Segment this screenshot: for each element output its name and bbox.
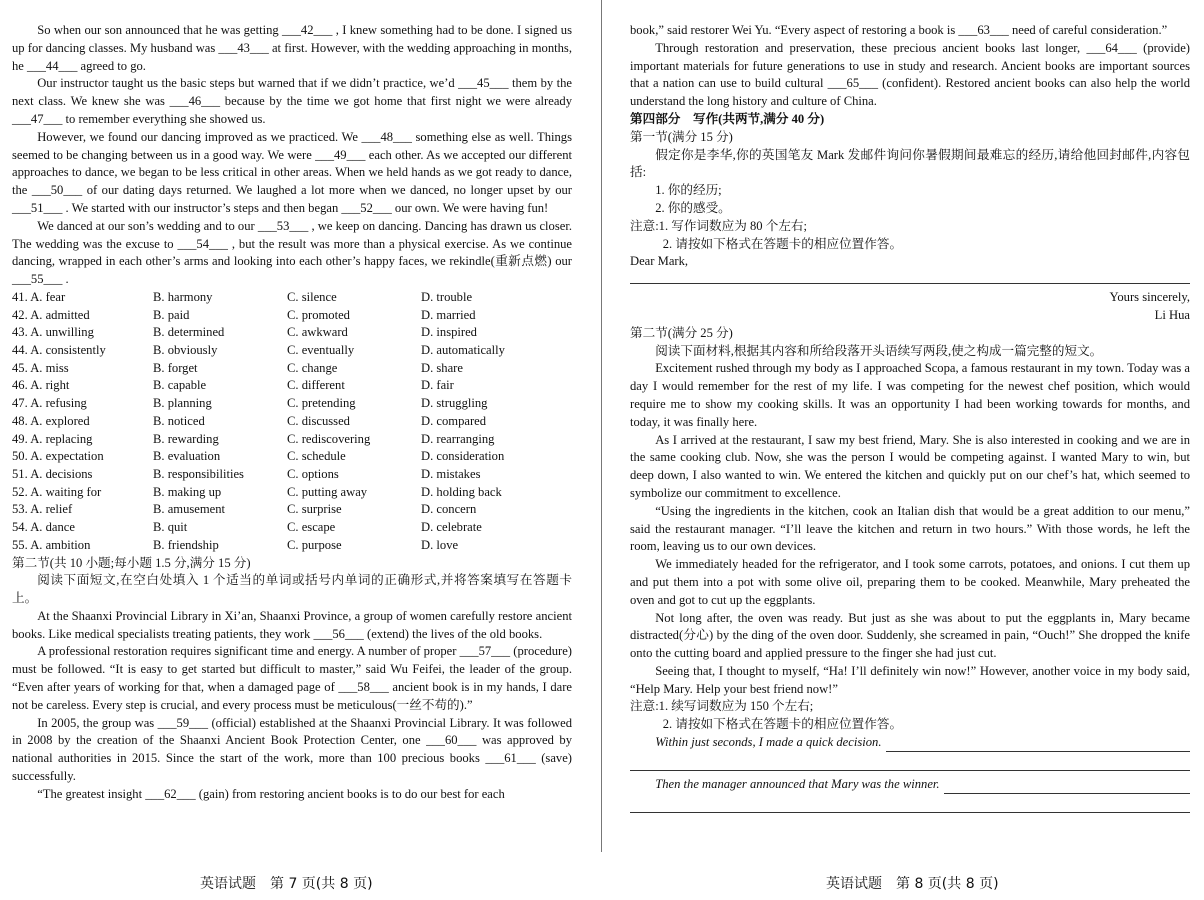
grammar-paragraph-5: book,” said restorer Wei Yu. “Every aspect of restoring a book is ___63___ need of careful consideration.” [630,23,1168,37]
option-row [12,466,572,484]
option-cell: 50. A. expectation [12,449,104,464]
option-cell: B. paid [153,307,190,322]
option-cell: C. silence [287,289,337,304]
section2-title: 第二节(共 10 小题;每小题 1.5 分,满分 15 分) [12,555,251,570]
option-cell: B. forget [153,360,198,375]
option-row [12,377,572,395]
option-cell: D. fair [421,378,454,393]
options-table [12,289,572,555]
option-cell: C. promoted [287,307,350,322]
writing-s2-note-2: 2. 请按如下格式在答题卡的相应位置作答。 [662,717,903,732]
story-paragraph-3: “Using the ingredients in the kitchen, cook an Italian dish that would be a great addition to our menu,” said the restaurant manager. “I’ll leave the kitchen and return in two hours.” With those words, he left the room, leaving us to our own devices. [630,503,1190,554]
option-cell: D. compared [421,413,487,428]
option-row [12,501,572,519]
story-paragraph-5: Not long after, the oven was ready. But just as she was about to put the eggplants in, Mary became distracted(分心) by the ding of the oven door. Suddenly, she screamed in pain, “Ouch!” She dropped the knife onto the cutting board and applied pressure to the finger she had just cut. [630,610,1190,661]
option-cell: C. different [287,378,345,393]
writing-s1-point-1: 1. 你的经历; [655,183,722,198]
grammar-paragraph-4: “The greatest insight ___62___ (gain) from restoring ancient books is to do our best for each [37,786,505,801]
option-cell: D. holding back [421,484,502,499]
option-cell: D. married [421,307,476,322]
option-cell: D. mistakes [421,466,481,481]
option-cell: 42. A. admitted [12,307,90,322]
option-cell: D. inspired [421,325,477,340]
page-divider [601,0,602,852]
footer-left: 英语试题 第 7 页(共 8 页) [200,876,373,892]
option-cell: B. amusement [153,502,226,517]
option-cell: B. rewarding [153,431,219,446]
option-row [12,537,572,555]
option-cell: D. trouble [421,289,473,304]
option-cell: 47. A. refusing [12,396,87,411]
writing-s1-note-1: 注意:1. 写作词数应为 80 个左右; [630,218,808,233]
grammar-paragraph-3: In 2005, the group was ___59___ (official) established at the Shaanxi Provincial Library. It was followed in 2008 by the creation of the Shaanxi Ancient Book Protection Center, one ___60___ was approved by national authorities in 2015. Since the start of the work, more than 100 precious books ___61___ (save) successfully. [12,715,572,784]
option-cell: C. purpose [287,537,342,552]
answer-line [630,271,1190,284]
continuation-line-2 [630,776,1190,794]
signature-name: Li Hua [1154,307,1190,322]
writing-s1-prompt: 假定你是李华,你的英国笔友 Mark 发邮件询问你暑假期间最难忘的经历,请给他回封邮件,内容包括: [630,147,1190,180]
option-cell: 46. A. right [12,378,70,393]
option-row [12,484,572,502]
option-cell: D. celebrate [421,520,482,535]
option-row [12,307,572,325]
option-cell: B. evaluation [153,449,221,464]
writing-s2-instruction: 阅读下面材料,根据其内容和所给段落开头语续写两段,使之构成一篇完整的短文。 [655,343,1103,358]
option-row [12,448,572,466]
continuation-opener-1: Within just seconds, I made a quick decision. [655,735,882,750]
option-cell: B. noticed [153,413,205,428]
cloze-paragraph-2: Our instructor taught us the basic steps but warned that if we didn’t practice, we’d ___45___ them by the next class. We knew she was ___46___ because by the time we got home that first night we were already ___47___ to remember everything she showed us. [12,76,572,126]
option-cell: D. share [421,360,463,375]
option-cell: B. quit [153,520,188,535]
option-cell: 54. A. dance [12,520,75,535]
left-column [12,22,572,804]
option-cell: D. struggling [421,396,488,411]
closing: Yours sincerely, [1109,290,1190,305]
option-cell: C. awkward [287,325,348,340]
option-row [12,289,572,307]
writing-s2-title: 第二节(满分 25 分) [630,325,733,340]
option-row [12,431,572,449]
cloze-paragraph-1: So when our son announced that he was getting ___42___ , I knew something had to be done. I signed us up for dancing classes. My husband was ___43___ at first. However, with the wedding approaching in months, he ___44___ agreed to go. [12,23,572,73]
salutation: Dear Mark, [630,254,689,269]
option-row [12,324,572,342]
option-cell: 49. A. replacing [12,431,93,446]
option-cell: 45. A. miss [12,360,69,375]
footer-right: 英语试题 第 8 页(共 8 页) [826,876,999,892]
writing-s1-point-2: 2. 你的感受。 [655,200,731,215]
option-row [12,395,572,413]
option-cell: C. putting away [287,484,368,499]
writing-s1-title: 第一节(满分 15 分) [630,129,733,144]
option-cell: D. love [421,537,459,552]
story-paragraph-4: We immediately headed for the refrigerator, and I took some carrots, potatoes, and onions. I cut them up and put them into a pot with some olive oil, preparing them to be cooked. Meanwhile, Mary preheated the oven and got to cut up the eggplants. [630,557,1190,607]
option-cell: B. responsibilities [153,466,244,481]
option-cell: 53. A. relief [12,502,73,517]
option-cell: 44. A. consistently [12,343,106,358]
option-cell: B. planning [153,396,212,411]
option-row [12,342,572,360]
option-cell: B. obviously [153,343,218,358]
grammar-paragraph-1: At the Shaanxi Provincial Library in Xi’an, Shaanxi Province, a group of women carefully restore ancient books. Like medical specialists treating patients, they work ___56___ (extend) the lives of the old books. [12,608,572,641]
option-cell: C. eventually [287,343,355,358]
story-paragraph-6: Seeing that, I thought to myself, “Ha! I’ll definitely win now!” However, another voice in my body said, “Help Mary. Help your best friend now!” [630,663,1190,696]
option-cell: C. change [287,360,338,375]
grammar-paragraph-6: Through restoration and preservation, these precious ancient books last longer, ___64___ (provide) important materials for future generations to use in study and research. Ancient books are important sources that a nation can use to build cultural ___65___ (confident). Restored ancient books can also help the world understand the long history and culture of China. [630,40,1190,109]
option-cell: B. friendship [153,537,219,552]
option-row [12,413,572,431]
option-cell: C. options [287,466,339,481]
option-cell: 52. A. waiting for [12,484,102,499]
option-cell: B. capable [153,378,207,393]
cloze-paragraph-3: However, we found our dancing improved as we practiced. We ___48___ something else as well. Things seemed to be changing between us in a good way. We were ___49___ each other. As we accepted our different approaches to dance, we began to be less critical in other areas. When we held hands as we got ready to dance, the ___50___ of our dating days returned. We laughed a lot more when we danced, no longer upset by our ___51___ . We started with our instructor’s steps and then began ___52___ our own. We were having fun! [12,129,572,215]
continuation-opener-2: Then the manager announced that Mary was the winner. [655,776,940,791]
option-cell: D. concern [421,502,477,517]
grammar-paragraph-2: A professional restoration requires significant time and energy. A number of proper ___57___ (procedure) must be followed. “It is easy to get started but difficult to master,” said Wu Feifei, the leader of the group. “Even after years of working for that, when a damaged page of ___58___ ancient book is in my hands, I dare not be careless. Every step is crucial, and every process must be meticulous(一丝不苟的).” [12,644,572,712]
part4-title: 第四部分 写作(共两节,满分 40 分) [630,111,825,126]
option-cell: 48. A. explored [12,413,90,428]
cloze-paragraph-4: We danced at our son’s wedding and to our ___53___ , we keep on dancing. Dancing has drawn us closer. The wedding was the excuse to ___54___ , but the result was more than a physical exercise. As we continue dancing, wrapped in each other’s arms and looking into each other’s happy faces, we rekindle(重新点燃) our ___55___ . [12,218,572,287]
continuation-line-1 [630,734,1190,752]
option-cell: 41. A. fear [12,289,66,304]
option-cell: C. escape [287,520,336,535]
option-cell: C. rediscovering [287,431,371,446]
option-cell: D. rearranging [421,431,495,446]
answer-line [630,758,1190,771]
story-paragraph-1: Excitement rushed through my body as I approached Scopa, a famous restaurant in my town. Today was a day I would remember for the rest of my life. I was competing for the newest chef position, which would require me to show my cooking skills. It was an opportunity I had been working towards for months, and today, it was finally here. [630,361,1190,429]
option-cell: C. schedule [287,449,346,464]
writing-s1-note-2: 2. 请按如下格式在答题卡的相应位置作答。 [662,236,903,251]
option-cell: 43. A. unwilling [12,325,94,340]
option-cell: 55. A. ambition [12,537,91,552]
section2-instruction: 阅读下面短文,在空白处填入 1 个适当的单词或括号内单词的正确形式,并将答案填写在答题卡上。 [12,573,572,606]
story-paragraph-2: As I arrived at the restaurant, I saw my best friend, Mary. She is also interested in cooking and we are in the same cooking club. Now, she was the person I would be competing against. I wanted Mary to win, but deep down, I also wanted to win. We entered the kitchen and quickly put on our chef’s hat, which seemed to symbolize our commitment to excellence. [630,432,1190,500]
option-cell: D. automatically [421,343,505,358]
option-cell: B. harmony [153,289,213,304]
option-cell: B. making up [153,484,222,499]
option-cell: B. determined [153,325,225,340]
option-cell: D. consideration [421,449,505,464]
writing-s2-note-1: 注意:1. 续写词数应为 150 个左右; [630,699,814,714]
option-cell: 51. A. decisions [12,466,93,481]
option-cell: C. pretending [287,396,356,411]
right-column [630,22,1190,818]
option-row [12,519,572,537]
answer-line [630,800,1190,813]
option-row [12,360,572,378]
option-cell: C. discussed [287,413,350,428]
option-cell: C. surprise [287,502,342,517]
